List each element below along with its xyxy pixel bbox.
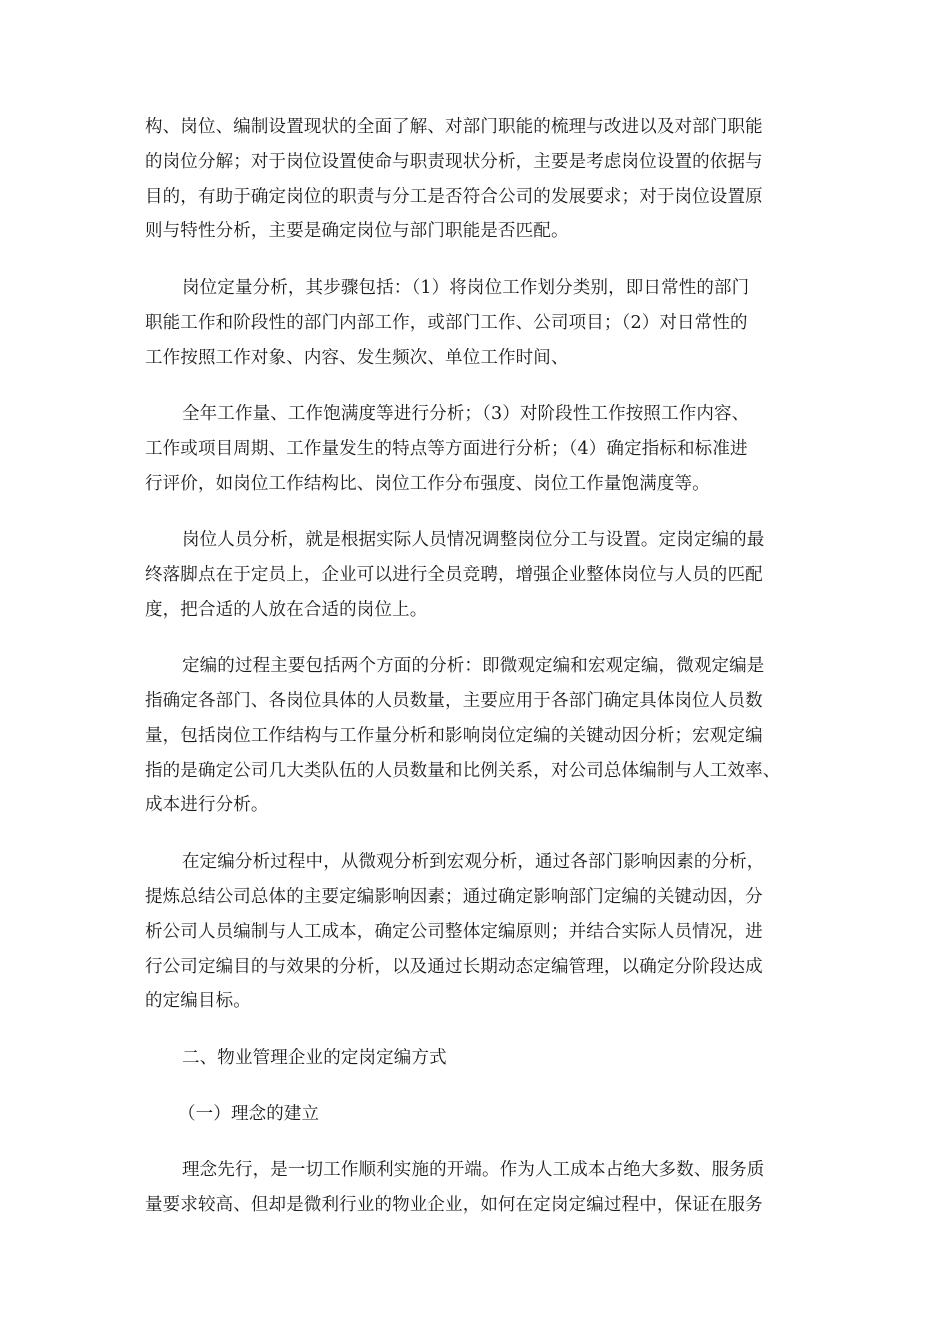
paragraph-first-line: 理念先行，是一切工作顺利实施的开端。作为人工成本占绝大多数、服务质	[182, 1160, 765, 1180]
paragraph-first-line: 定编的过程主要包括两个方面的分析：即微观定编和宏观定编，微观定编是	[182, 656, 765, 676]
text-line: 终落脚点在于定员上，企业可以进行全员竞聘，增强企业整体岗位与人员的匹配	[145, 565, 763, 585]
section-heading: 二、物业管理企业的定岗定编方式	[182, 1048, 447, 1068]
paragraph-first-line: 在定编分析过程中，从微观分析到宏观分析，通过各部门影响因素的分析，	[182, 852, 765, 872]
text-line: 职能工作和阶段性的部门内部工作，或部门工作、公司项目；（2）对日常性的	[145, 313, 748, 333]
text-line: 工作或项目周期、工作量发生的特点等方面进行分析；（4）确定指标和标准进	[145, 439, 748, 459]
text-line: 则与特性分析，主要是确定岗位与部门职能是否匹配。	[145, 221, 569, 241]
paragraph-first-line: 岗位定量分析，其步骤包括：（1）将岗位工作划分类别，即日常性的部门	[182, 278, 750, 298]
text-line: 目的，有助于确定岗位的职责与分工是否符合公司的发展要求；对于岗位设置原	[145, 187, 763, 207]
text-line: 提炼总结公司总体的主要定编影响因素；通过确定影响部门定编的关键动因，分	[145, 887, 763, 907]
text-line: 指的是确定公司几大类队伍的人员数量和比例关系，对公司总体编制与人工效率、	[145, 761, 781, 781]
text-line: 析公司人员编制与人工成本，确定公司整体定编原则；并结合实际人员情况，进	[145, 922, 763, 942]
text-line: 的岗位分解；对于岗位设置使命与职责现状分析，主要是考虑岗位设置的依据与	[145, 152, 763, 172]
text-line: 工作按照工作对象、内容、发生频次、单位工作时间、	[145, 348, 569, 368]
text-line: 行评价，如岗位工作结构比、岗位工作分布强度、岗位工作量饱满度等。	[145, 474, 710, 494]
text-line: 量，包括岗位工作结构与工作量分析和影响岗位定编的关键动因分析；宏观定编	[145, 726, 763, 746]
text-line: 量要求较高、但却是微利行业的物业企业，如何在定岗定编过程中，保证在服务	[145, 1195, 763, 1215]
paragraph-first-line: 全年工作量、工作饱满度等进行分析；（3）对阶段性工作按照工作内容、	[182, 404, 750, 424]
text-line: 的定编目标。	[145, 991, 251, 1011]
paragraph-first-line: 岗位人员分析，就是根据实际人员情况调整岗位分工与设置。定岗定编的最	[182, 530, 765, 550]
text-line: 度，把合适的人放在合适的岗位上。	[145, 600, 428, 620]
text-line: 行公司定编目的与效果的分析，以及通过长期动态定编管理，以确定分阶段达成	[145, 957, 763, 977]
text-line: 成本进行分析。	[145, 795, 269, 815]
text-line: 构、岗位、编制设置现状的全面了解、对部门职能的梳理与改进以及对部门职能	[145, 117, 763, 137]
subsection-heading: （一）理念的建立	[178, 1104, 320, 1124]
text-line: 指确定各部门、各岗位具体的人员数量，主要应用于各部门确定具体岗位人员数	[145, 691, 763, 711]
